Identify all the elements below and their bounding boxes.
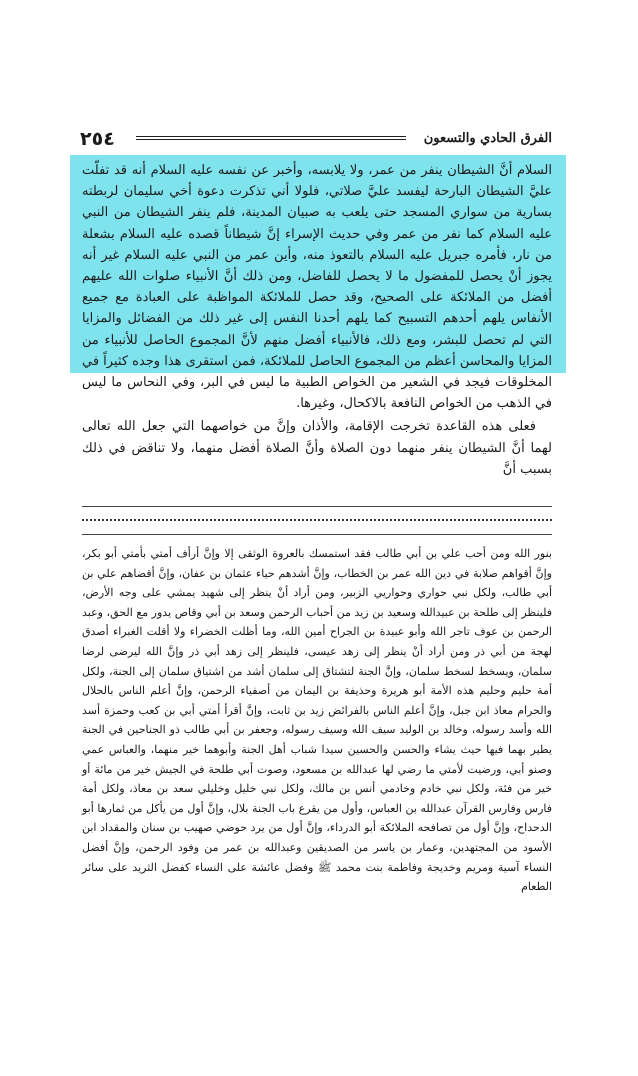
body-paragraph: السلام أنَّ الشيطان ينفر من عمر، ولا يلابسه، وأخبر عن نفسه عليه السلام أنه قد تفلّت عليَّ الشيطان البارحة ليفسد عليَّ صلاتي، فلولا أني تذكرت دعوة أخي سليمان لربطته بسارية من سواري المسجد حتى يلعب به صبيان المدينة، فلم ينفر الشيطان من النبي عليه السلام كما نفر من عمر وفي حديث الإسراء إنَّ شيطاناً قصده عليه السلام بشعلة من نار، فأمره جبريل عليه السلام بالتعوذ منه، وأين عمر من النبي عليه السلام غير أنه يجوز أنْ يحصل للمفضول ما لا يحصل للفاضل، ومن ذلك أنَّ الأنبياء صلوات الله عليهم أفضل من الملائكة على الصحيح، وقد حصل للملائكة المواظبة على العبادة مع جميع الأنفاس يلهم أحدهم التسبيح كما يلهم أحدنا النفس إلى غير ذلك من الفضائل والمزايا التي لم تحصل للبشر، ومع ذلك، فالأنبياء أفضل منهم لأنَّ المجموع الحاصل للأنبياء من المزايا والمحاسن أعظم من المجموع الحاصل للملائكة، فمن استقرى هذا وجده كثيراً في المخلوقات فيجد في الشعير من الخواص الطبية ما ليس في البر، وفي النحاس ما ليس في الذهب من الخواص النافعة بالاكحال، وغيرها. bbox=[82, 163, 552, 412]
page-header bbox=[80, 128, 552, 150]
footnote bbox=[82, 544, 552, 897]
footnote-separator bbox=[82, 506, 552, 507]
page-number: ٢٥٤ bbox=[80, 128, 115, 150]
footnote-rule bbox=[82, 534, 552, 535]
dotted-line bbox=[82, 519, 552, 521]
running-title: الفرق الحادي والتسعون bbox=[423, 131, 552, 146]
body-paragraph: فعلى هذه القاعدة تخرجت الإقامة، والأذان وإنَّ من خواصهما التي جعل الله تعالى لهما أنَّ الشيطان ينفر منهما دون الصلاة وأنَّ الصلاة أفضل منهما، ولا تناقض في ذلك بسبب أنَّ bbox=[82, 419, 552, 477]
main-text bbox=[82, 160, 552, 482]
header-rule bbox=[136, 136, 406, 140]
footnote-text: بنور الله ومن أحب علي بن أبي طالب فقد استمسك بالعروة الوثقى إلا وإنَّ أرأف أمتي بأمتي أبو بكر، وإنَّ أقواهم صلابة في دين الله عمر بن الخطاب، وإنَّ أشدهم حياء عثمان بن عفان، وإنَّ أقضاهم علي بن أبي طالب، ولكل نبي حواري وحواريي الزبير، ومن أراد أنْ ينظر إلى شهيد يمشي على وجه الأرض، فلينظر إلى طلحة بن عبيدالله وسعيد بن زيد من أحباب الرحمن وسعد بن أبي وقاص يدور مع الحق، وعبد الرحمن بن عوف تاجر الله وأبو عبيدة بن الجراح أمين الله، وما أظلت الخضراء ولا أقلت الغبراء أصدق لهجة من أبي ذر ومن أراد أنْ ينظر إلى زهد عيسى، فلينظر إلى زهد أبي ذر وإنَّ الله ليرضى لرضا سلمان، ويسخط لسخط سلمان، وإنَّ الجنة لتشتاق إلى سلمان أشد من اشتياق سلمان إلى الجنة، ولكل أمة حليم وحليم هذه الأمة أبو هريرة وحذيفة بن اليمان من أصفياء الرحمن، وإنَّ أعلم الناس بالحلال والحرام معاذ ابن جبل، وإنَّ أعلم الناس بالفرائض زيد بن ثابت، وإنَّ أقرأ أمتي أبي بن كعب وحمزة أسد الله وأسد رسوله، وخالد بن الوليد سيف الله وسيف رسوله، وجعفر بن أبي طالب ذو الجناحين في الجنة يطير بهما فيها حيث يشاء والحسن والحسين سيدا شباب أهل الجنة وأبوهما خير منهما، والعباس عمي وصنو أبي، ورضيت لأمتي ما رضي لها عبدالله بن مسعود، وصوت أبي طلحة في الجيش خير من مائة أو خير من فئة، ولكل نبي خادم وخادمي أنس بن مالك، ولكل نبي خليل وخليلي سعد بن معاذ، ولكل أمة فارس وفارس القرآن عبدالله بن العباس، وأول من يقرع باب الجنة بلال، وإنَّ أول من يأكل من ثمارها أبو الدحداح، وإنَّ أول من تصافحه الملائكة أبو الدرداء، وإنَّ أول من يرد حوضي صهيب بن سنان والمقداد ابن الأسود من المجتهدين، وعمار بن ياسر من الصديقين وعبدالله بن عمر من وفود الرحمن، وإنَّ أفضل النساء آسية ومريم وخديجة وفاطمة بنت محمد ﷺ وفضل عائشة على النساء كفضل الثريد على سائر الطعام bbox=[82, 547, 552, 894]
